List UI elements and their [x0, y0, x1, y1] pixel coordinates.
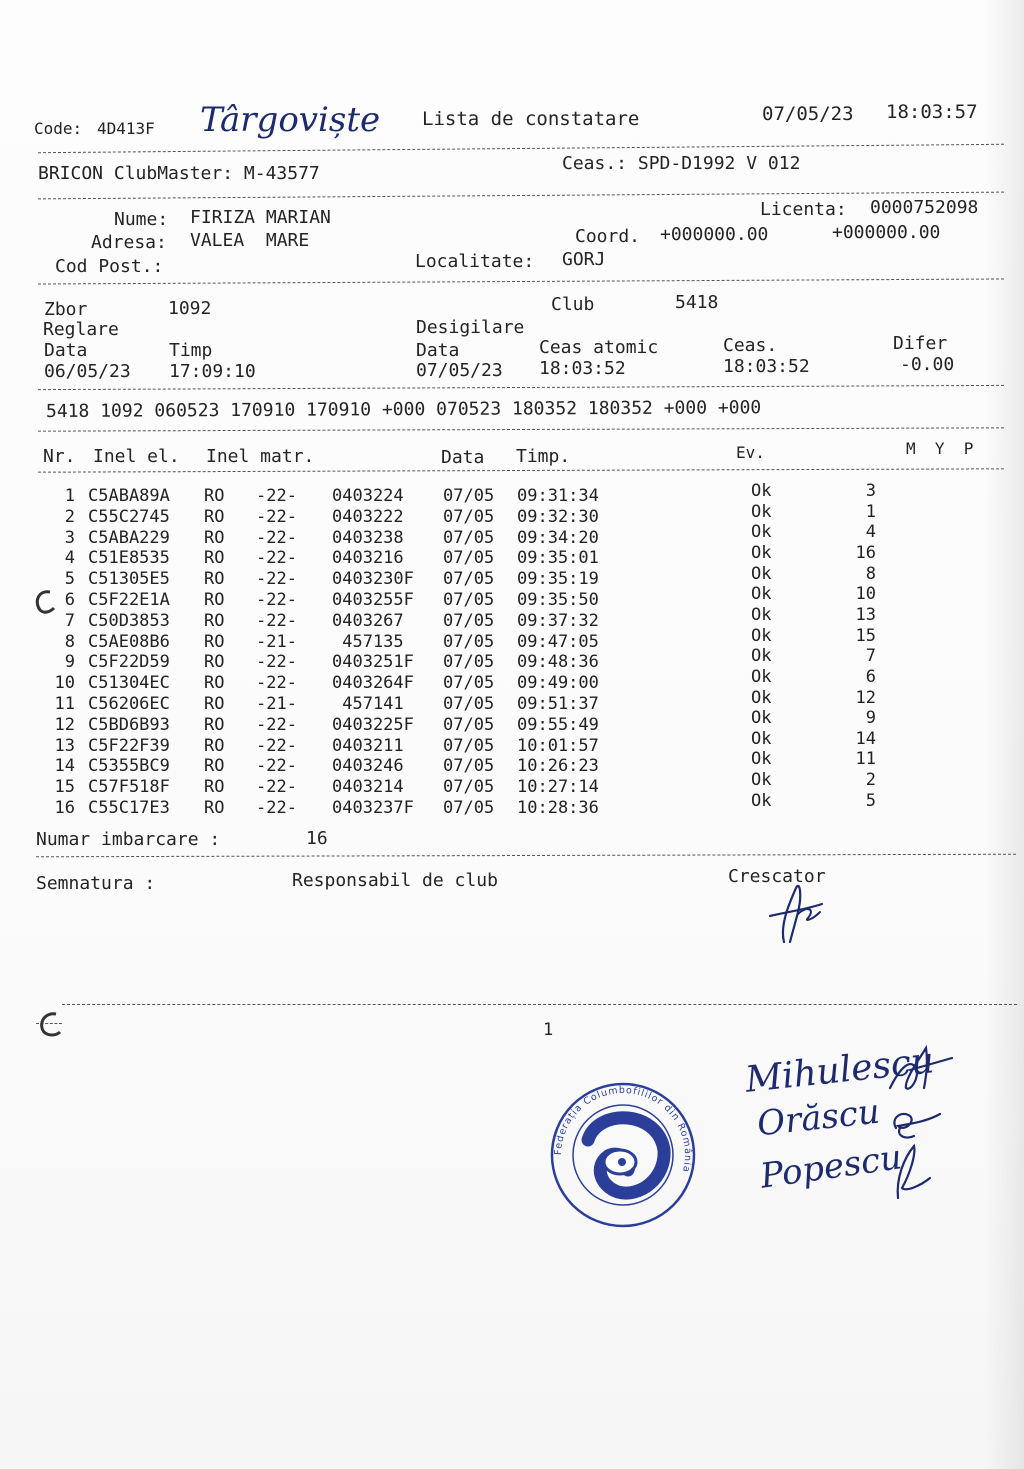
- cell-nr: 2: [64, 506, 75, 527]
- signatory-name: Popescu: [757, 1137, 905, 1197]
- cell-nr: 3: [64, 527, 75, 548]
- cell-matr: 0403216: [332, 548, 404, 569]
- cell-inel: C51305E5: [88, 569, 170, 590]
- cell-timp: 10:28:36: [517, 798, 599, 818]
- cell-an: -22-: [256, 777, 297, 798]
- cell-poz: 14: [855, 728, 876, 749]
- adresa-label: Adresa:: [91, 232, 167, 253]
- ceas-atomic: 18:03:52: [539, 358, 626, 379]
- location-handwritten: Târgoviște: [200, 100, 381, 140]
- cell-inel: C51304EC: [88, 673, 170, 694]
- cell-an: -22-: [256, 590, 297, 610]
- clubmaster-id: BRICON ClubMaster: M-43577: [38, 163, 320, 184]
- cell-matr: 0403238: [332, 527, 404, 548]
- cell-inel: C55C2745: [88, 506, 170, 527]
- cell-inel: C51E8535: [88, 548, 170, 569]
- ceas: 18:03:52: [723, 356, 810, 377]
- cell-ev: Ok: [751, 708, 772, 729]
- cell-timp: 09:34:20: [517, 527, 599, 548]
- document-title: Lista de constatare: [422, 108, 640, 130]
- divider: [38, 192, 1004, 200]
- club-label: Club: [551, 294, 595, 315]
- desigilare-label: Desigilare: [416, 317, 525, 338]
- cell-an: -22-: [256, 652, 297, 673]
- cell-poz: 11: [855, 749, 876, 770]
- cell-timp: 10:01:57: [517, 735, 599, 756]
- cell-an: -22-: [256, 673, 297, 694]
- cell-inel: C5355BC9: [88, 756, 170, 777]
- owner-address: VALEA MARE: [190, 230, 310, 251]
- signatory-name: Orăscu: [755, 1091, 882, 1145]
- cell-tara: RO: [204, 777, 225, 798]
- cell-nr: 6: [64, 590, 75, 610]
- cell-an: -22-: [256, 486, 297, 506]
- cell-inel: C5BD6B93: [88, 714, 170, 735]
- nume-label: Nume:: [114, 209, 169, 230]
- cell-nr: 15: [54, 777, 75, 798]
- binder-hole-mark: [32, 588, 58, 616]
- cell-inel: C5F22D59: [88, 652, 170, 673]
- cell-data: 07/05: [443, 694, 495, 714]
- cell-timp: 09:31:34: [517, 486, 599, 506]
- cell-an: -22-: [256, 735, 297, 756]
- signatory-marks: [880, 1028, 960, 1218]
- cell-inel: C57F518F: [88, 777, 170, 798]
- cell-nr: 9: [64, 652, 75, 673]
- divider: [62, 1004, 1017, 1005]
- header-time: 18:03:57: [886, 101, 978, 123]
- cell-poz: 1: [865, 501, 876, 522]
- reglare-data-label: Data: [44, 340, 88, 361]
- cell-inel: C5AE08B6: [88, 631, 170, 652]
- coord-x: +000000.00: [660, 224, 769, 245]
- cell-nr: 1: [64, 486, 75, 506]
- col-header-myp: M Y P: [906, 439, 974, 458]
- page-number: 1: [543, 1020, 554, 1040]
- cell-nr: 13: [54, 735, 75, 756]
- crescator-label: Crescator: [728, 866, 826, 887]
- owner-name: FIRIZA MARIAN: [190, 207, 331, 228]
- cell-data: 07/05: [443, 735, 495, 756]
- flight-code-line: 5418 1092 060523 170910 170910 +000 070523 180352 180352 +000 +000: [45, 397, 762, 422]
- cell-data: 07/05: [443, 506, 495, 527]
- coord-y: +000000.00: [832, 222, 941, 243]
- cell-inel: C5ABA229: [88, 527, 170, 548]
- cell-timp: 09:35:01: [517, 548, 599, 569]
- reglare-data: 06/05/23: [44, 361, 131, 382]
- cell-timp: 09:49:00: [517, 673, 599, 694]
- cell-data: 07/05: [443, 548, 495, 569]
- cell-timp: 09:35:19: [517, 569, 599, 590]
- cell-an: -21-: [256, 694, 297, 714]
- cell-data: 07/05: [443, 631, 495, 652]
- cell-matr: 0403246: [332, 756, 404, 777]
- cell-nr: 12: [54, 714, 75, 735]
- cell-inel: C5F22F39: [88, 735, 170, 756]
- licenta-label: Licenta:: [760, 199, 847, 220]
- zbor-label: Zbor: [44, 299, 88, 320]
- divider: [38, 427, 1004, 431]
- cell-timp: 09:48:36: [517, 652, 599, 673]
- cell-matr: 0403264F: [332, 673, 414, 694]
- cell-timp: 09:35:50: [517, 590, 599, 610]
- cell-an: -22-: [256, 756, 297, 777]
- cell-nr: 8: [64, 631, 75, 652]
- cell-tara: RO: [204, 548, 225, 569]
- cell-ev: Ok: [751, 646, 772, 667]
- cell-inel: C50D3853: [88, 610, 170, 631]
- col-header-nr: Nr.: [43, 446, 76, 467]
- cell-tara: RO: [204, 673, 225, 694]
- cell-tara: RO: [204, 506, 225, 527]
- responsabil-label: Responsabil de club: [292, 870, 498, 891]
- col-header-timp: Timp.: [516, 446, 571, 467]
- cell-an: -22-: [256, 506, 297, 527]
- cell-matr: 0403255F: [332, 590, 414, 610]
- col-header-inel-matr: Inel matr.: [206, 446, 315, 467]
- cell-matr: 0403251F: [332, 652, 414, 673]
- cell-nr: 7: [64, 610, 75, 631]
- cell-tara: RO: [204, 756, 225, 777]
- cell-nr: 14: [54, 756, 75, 777]
- cell-timp: 09:51:37: [517, 694, 599, 714]
- cell-matr: 0403225F: [332, 714, 414, 735]
- reglare-timp: 17:09:10: [169, 361, 256, 382]
- cell-an: -22-: [256, 714, 297, 735]
- cell-an: -22-: [256, 798, 297, 818]
- cell-ev: Ok: [751, 666, 772, 687]
- divider: [38, 385, 1004, 390]
- cell-timp: 10:27:14: [517, 777, 599, 798]
- page-shadow: [984, 0, 1024, 1469]
- divider: [38, 278, 1004, 284]
- cell-nr: 10: [54, 673, 75, 694]
- cell-poz: 5: [865, 790, 876, 811]
- cell-data: 07/05: [443, 673, 495, 694]
- col-header-inel-el: Inel el.: [93, 446, 180, 467]
- cell-tara: RO: [204, 610, 225, 631]
- cell-poz: 2: [865, 770, 876, 791]
- cell-matr: 457135: [332, 631, 404, 652]
- cell-timp: 09:55:49: [517, 714, 599, 735]
- cell-poz: 6: [865, 666, 876, 687]
- cell-inel: C5ABA89A: [88, 486, 170, 506]
- licenta-value: 0000752098: [870, 197, 979, 218]
- zbor-value: 1092: [168, 298, 212, 319]
- cell-ev: Ok: [751, 604, 772, 625]
- cell-data: 07/05: [443, 527, 495, 548]
- cell-matr: 0403211: [332, 735, 404, 756]
- clock-id: Ceas.: SPD-D1992 V 012: [562, 153, 801, 174]
- federation-seal: [548, 1080, 698, 1230]
- cell-matr: 0403237F: [332, 798, 414, 818]
- cell-ev: Ok: [751, 584, 772, 605]
- cell-data: 07/05: [443, 714, 495, 735]
- signatory-name: Mihulescu: [743, 1040, 937, 1101]
- header-date: 07/05/23: [762, 103, 854, 125]
- semnatura-label: Semnatura :: [36, 873, 156, 894]
- cell-matr: 0403224: [332, 486, 404, 506]
- cell-matr: 0403222: [332, 506, 404, 527]
- cell-data: 07/05: [443, 798, 495, 818]
- cell-ev: Ok: [751, 790, 772, 811]
- cell-tara: RO: [204, 569, 225, 590]
- cell-poz: 12: [855, 687, 876, 708]
- crescator-signature: [762, 876, 832, 948]
- divider: [38, 468, 1004, 472]
- cell-ev: Ok: [751, 687, 772, 708]
- code-label: Code:: [34, 119, 83, 138]
- cell-tara: RO: [204, 631, 225, 652]
- cell-data: 07/05: [443, 569, 495, 590]
- ceas-atomic-label: Ceas atomic: [539, 337, 659, 358]
- cell-timp: 09:37:32: [517, 610, 599, 631]
- cell-timp: 09:47:05: [517, 631, 599, 652]
- localitate-value: GORJ: [562, 249, 606, 270]
- cell-poz: 4: [865, 522, 876, 543]
- cell-ev: Ok: [751, 563, 772, 584]
- cell-timp: 10:26:23: [517, 756, 599, 777]
- cell-an: -22-: [256, 527, 297, 548]
- cell-ev: Ok: [751, 749, 772, 770]
- cell-poz: 7: [865, 646, 876, 667]
- cell-ev: Ok: [751, 770, 772, 791]
- cell-ev: Ok: [751, 501, 772, 522]
- cell-an: -22-: [256, 569, 297, 590]
- cell-tara: RO: [204, 694, 225, 714]
- cell-data: 07/05: [443, 652, 495, 673]
- cell-ev: Ok: [751, 625, 772, 646]
- numar-imbarcare-label: Numar imbarcare :: [36, 829, 221, 850]
- numar-imbarcare-value: 16: [306, 828, 328, 849]
- ceas-label: Ceas.: [723, 335, 778, 356]
- cell-an: -21-: [256, 631, 297, 652]
- cell-ev: Ok: [751, 481, 772, 501]
- cell-inel: C56206EC: [88, 694, 170, 714]
- cell-tara: RO: [204, 714, 225, 735]
- desig-data: 07/05/23: [416, 360, 503, 381]
- cell-nr: 16: [54, 798, 75, 818]
- svg-text:Federația Columbofililor din R: Federația Columbofililor din România: [552, 1084, 694, 1174]
- cell-an: -22-: [256, 610, 297, 631]
- cell-nr: 11: [54, 694, 75, 714]
- cell-matr: 0403214: [332, 777, 404, 798]
- cell-tara: RO: [204, 486, 225, 506]
- cell-tara: RO: [204, 590, 225, 610]
- cell-tara: RO: [204, 652, 225, 673]
- col-header-data: Data: [441, 447, 485, 468]
- cell-poz: 16: [855, 542, 876, 563]
- cell-ev: Ok: [751, 522, 772, 543]
- cell-data: 07/05: [443, 486, 495, 506]
- cell-timp: 09:32:30: [517, 506, 599, 527]
- cod-post-label: Cod Post.:: [55, 256, 164, 277]
- cell-poz: 10: [855, 584, 876, 605]
- cell-matr: 457141: [332, 694, 404, 714]
- cell-data: 07/05: [443, 610, 495, 631]
- cell-inel: C55C17E3: [88, 798, 170, 818]
- divider: [36, 854, 1016, 858]
- club-value: 5418: [675, 292, 719, 313]
- cell-ev: Ok: [751, 728, 772, 749]
- cell-ev: Ok: [751, 542, 772, 563]
- binder-hole-mark: [36, 1010, 64, 1038]
- cell-poz: 13: [855, 604, 876, 625]
- cell-nr: 4: [64, 548, 75, 569]
- cell-poz: 9: [865, 708, 876, 729]
- cell-tara: RO: [204, 798, 225, 818]
- localitate-label: Localitate:: [415, 251, 535, 272]
- desig-data-label: Data: [416, 340, 460, 361]
- cell-poz: 15: [855, 625, 876, 646]
- cell-data: 07/05: [443, 590, 495, 610]
- code-value: 4D413F: [97, 119, 155, 138]
- col-header-ev: Ev.: [736, 443, 765, 462]
- cell-poz: 8: [865, 563, 876, 584]
- cell-matr: 0403230F: [332, 569, 414, 590]
- reglare-label: Reglare: [43, 319, 119, 340]
- divider: [38, 144, 1004, 153]
- cell-tara: RO: [204, 527, 225, 548]
- reglare-timp-label: Timp: [169, 340, 213, 361]
- cell-data: 07/05: [443, 777, 495, 798]
- cell-matr: 0403267: [332, 610, 404, 631]
- difer-label: Difer: [893, 333, 948, 354]
- cell-tara: RO: [204, 735, 225, 756]
- cell-an: -22-: [256, 548, 297, 569]
- cell-inel: C5F22E1A: [88, 590, 170, 610]
- cell-data: 07/05: [443, 756, 495, 777]
- cell-poz: 3: [865, 481, 876, 501]
- coord-label: Coord.: [575, 226, 641, 247]
- difer: -0.00: [900, 354, 955, 375]
- cell-nr: 5: [64, 569, 75, 590]
